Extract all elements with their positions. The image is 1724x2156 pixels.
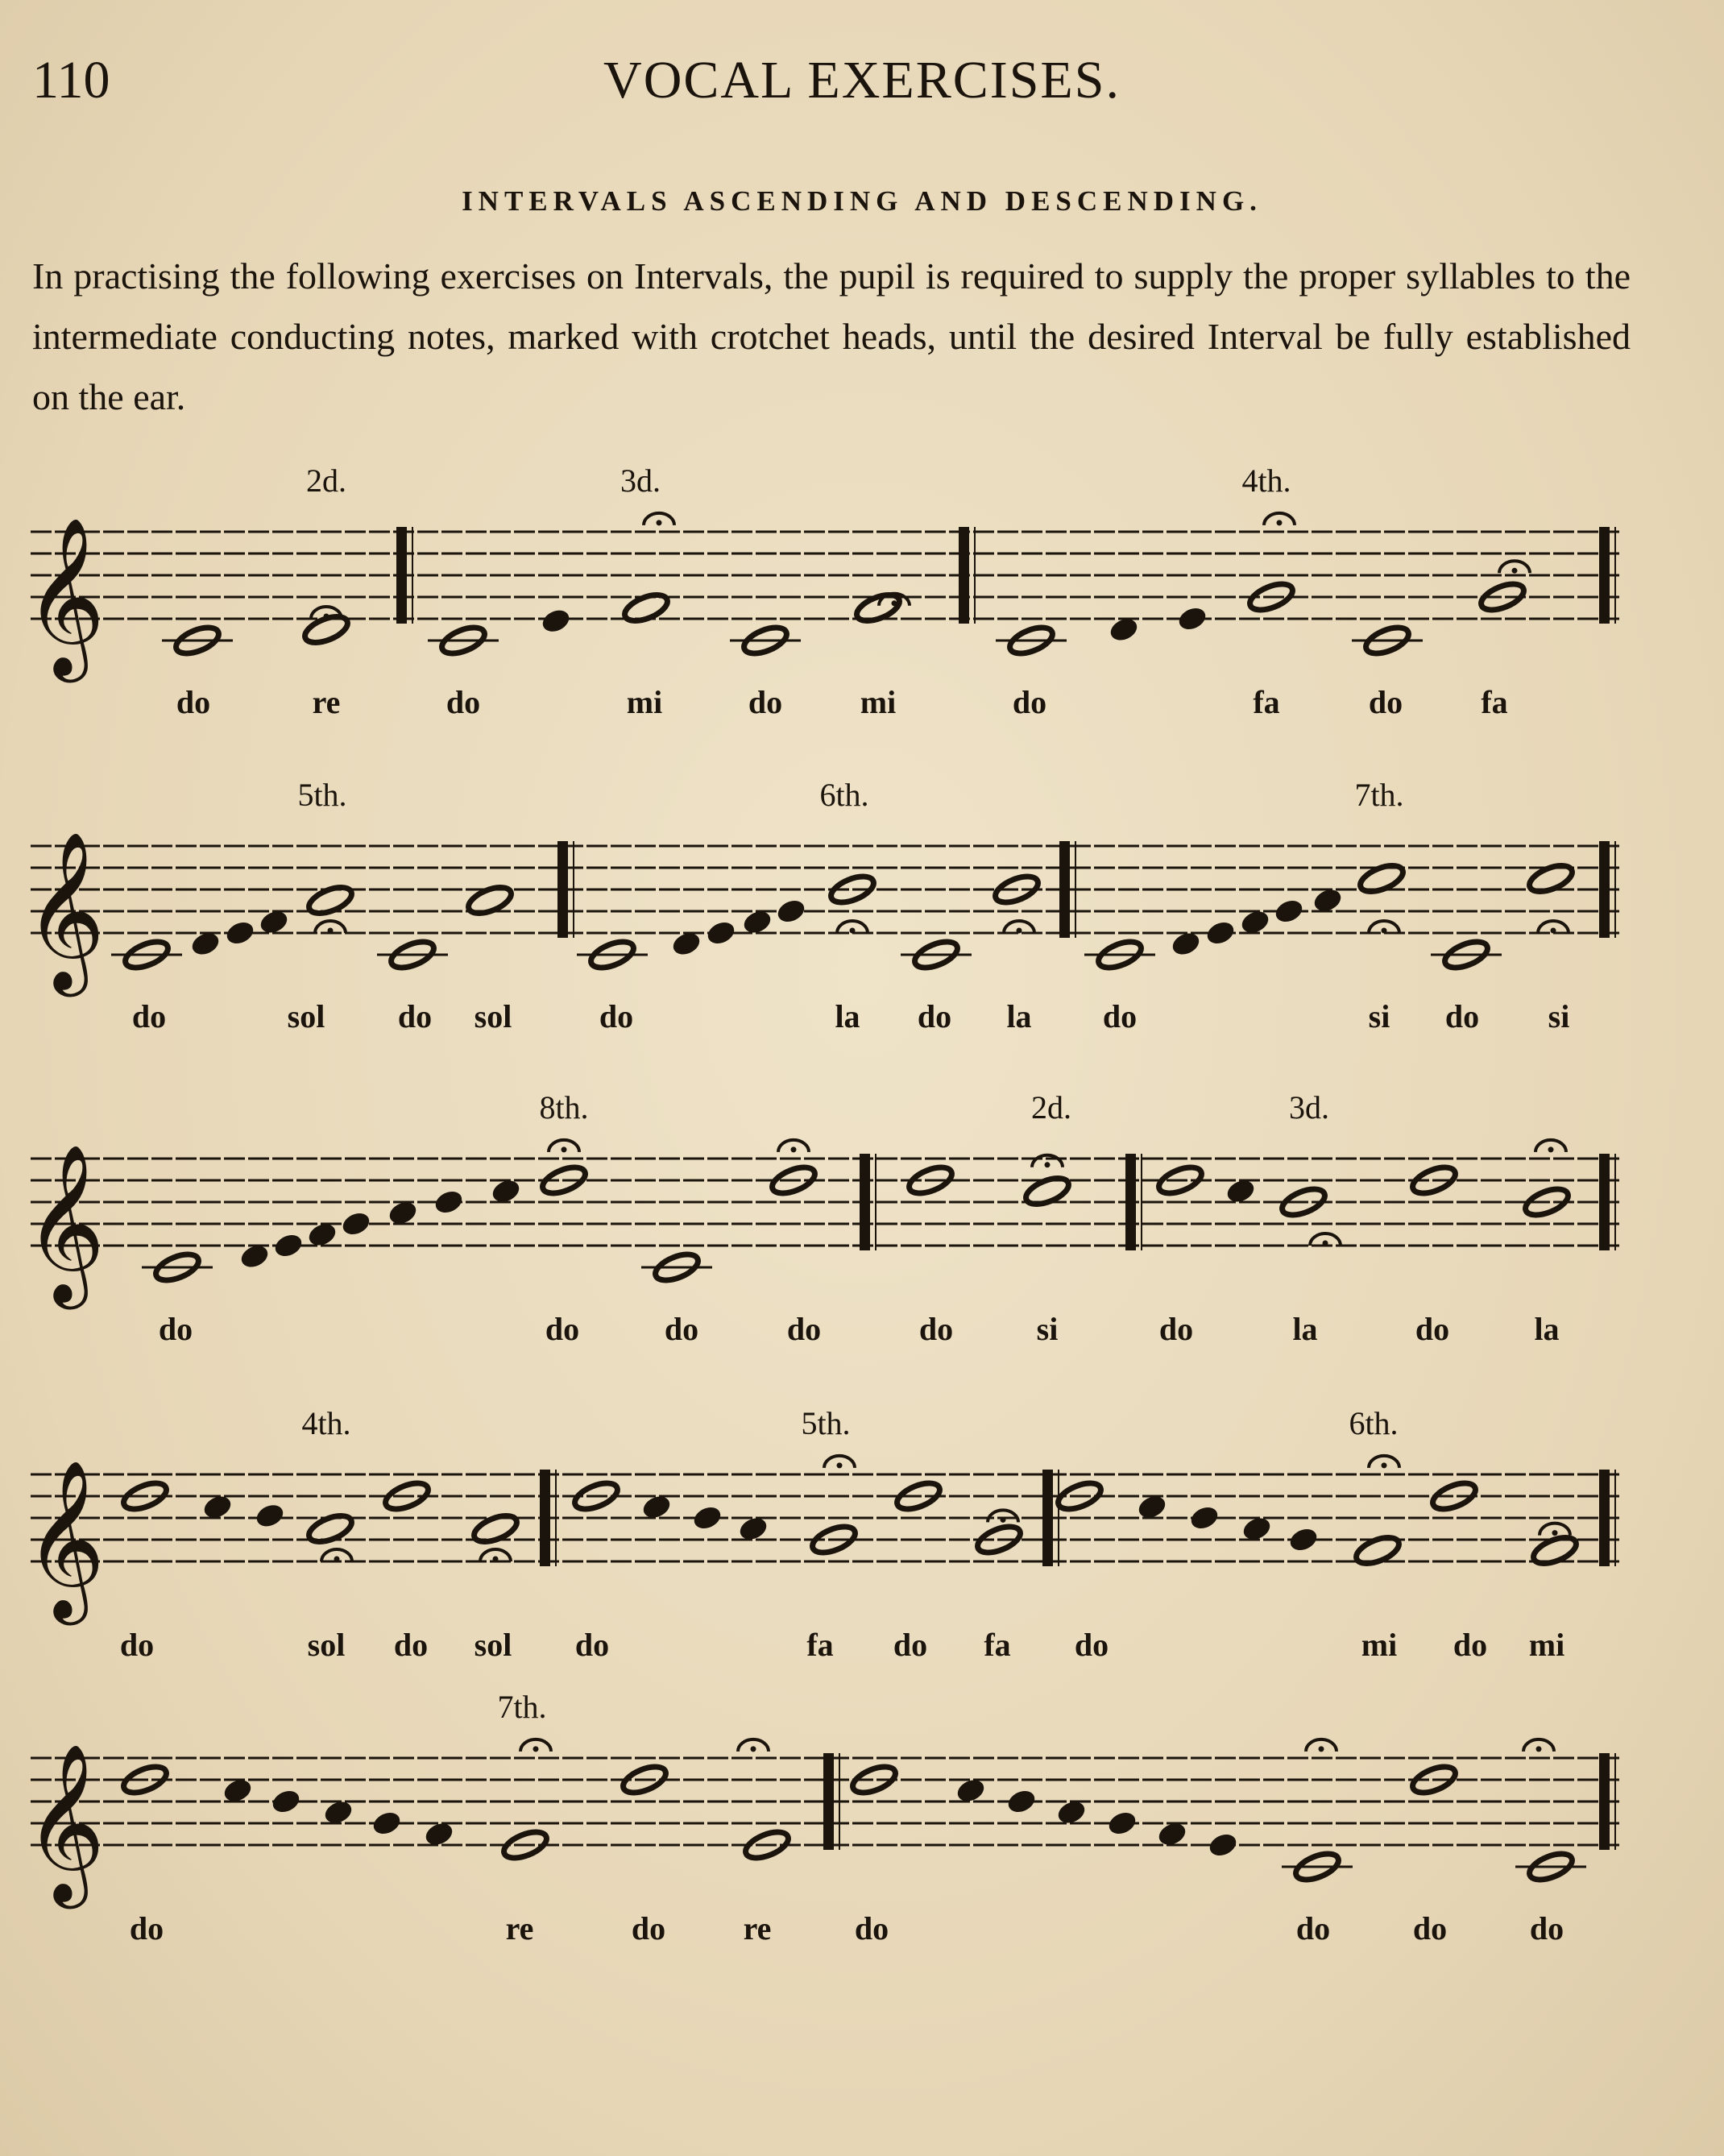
syllable: do	[918, 1311, 954, 1347]
interval-label: 3d.	[1289, 1089, 1329, 1126]
fermata-dot	[1382, 1462, 1387, 1468]
crotchet-head	[1188, 1503, 1221, 1532]
syllable: do	[1415, 1311, 1450, 1347]
syllable: do	[1074, 1627, 1109, 1663]
open-note-head	[621, 590, 671, 626]
open-note-head	[305, 1511, 355, 1547]
fermata-dot	[1548, 1146, 1554, 1152]
syllable: do	[393, 1627, 429, 1663]
syllable: fa	[984, 1627, 1011, 1663]
fermata-dot	[837, 1462, 843, 1468]
syllable: la	[1006, 998, 1032, 1034]
treble-clef: 𝄞	[24, 831, 106, 990]
double-barline	[1599, 1753, 1610, 1850]
syllable: si	[1548, 998, 1570, 1034]
fermata-dot	[1001, 1517, 1006, 1523]
syllable: do	[176, 684, 211, 720]
open-note-head	[1429, 1478, 1479, 1514]
running-title: VOCAL EXERCISES.	[603, 51, 1121, 110]
interval-label: 4th.	[301, 1405, 351, 1441]
crotchet-head	[371, 1809, 404, 1838]
crotchet-head	[433, 1188, 466, 1217]
syllable: si	[1036, 1311, 1059, 1347]
fermata-dot	[1536, 1746, 1542, 1752]
open-note-head	[1357, 860, 1407, 897]
double-barline	[1042, 1470, 1053, 1566]
syllable: do	[893, 1627, 928, 1663]
syllable: do	[1453, 1627, 1488, 1663]
syllable: do	[748, 684, 783, 720]
syllable: do	[158, 1311, 193, 1347]
syllable: fa	[1253, 684, 1280, 720]
interval-label: 7th.	[497, 1689, 547, 1725]
crotchet-head	[1106, 1809, 1139, 1838]
syllable: do	[574, 1627, 610, 1663]
crotchet-head	[1176, 604, 1209, 633]
fermata-dot	[1552, 1530, 1558, 1536]
syllable: la	[1534, 1311, 1560, 1347]
double-barline	[1599, 527, 1610, 624]
interval-label: 4th.	[1241, 462, 1291, 499]
syllable: do	[1295, 1910, 1331, 1947]
syllable: re	[505, 1910, 534, 1947]
syllable: do	[664, 1311, 699, 1347]
crotchet-head	[272, 1231, 305, 1260]
open-note-head	[465, 882, 515, 918]
double-barline	[860, 1154, 870, 1250]
double-barline	[540, 1470, 550, 1566]
open-note-head	[1526, 860, 1576, 897]
syllable: sol	[474, 1627, 512, 1663]
interval-label: 5th.	[297, 777, 347, 813]
syllable: do	[631, 1910, 666, 1947]
fermata-dot	[1551, 928, 1556, 934]
interval-label: 2d.	[306, 462, 346, 499]
interval-label: 8th.	[539, 1089, 589, 1126]
syllable: do	[854, 1910, 889, 1947]
fermata-dot	[1277, 520, 1283, 525]
fermata-dot	[324, 614, 329, 620]
open-note-head	[1530, 1532, 1580, 1569]
crotchet-head	[340, 1209, 373, 1238]
syllable: fa	[1481, 684, 1508, 720]
interval-label: 3d.	[620, 462, 661, 499]
crotchet-head	[1207, 1831, 1240, 1860]
fermata-dot	[657, 520, 662, 525]
fermata-dot	[1017, 928, 1022, 934]
syllable: mi	[860, 684, 897, 720]
syllable: fa	[806, 1627, 834, 1663]
fermata-dot	[892, 600, 897, 606]
fermata-dot	[1323, 1241, 1328, 1246]
fermata-dot	[562, 1146, 567, 1152]
crotchet-head	[691, 1503, 724, 1532]
syllable: la	[835, 998, 860, 1034]
syllable: sol	[474, 998, 512, 1034]
fermata-dot	[493, 1557, 499, 1562]
treble-clef: 𝄞	[24, 516, 106, 676]
syllable: do	[1444, 998, 1480, 1034]
double-barline	[1599, 841, 1610, 938]
crotchet-head	[1273, 897, 1306, 926]
syllable: do	[129, 1910, 164, 1947]
interval-label: 6th.	[819, 777, 869, 813]
syllable: re	[743, 1910, 772, 1947]
open-note-head	[1022, 1173, 1072, 1209]
treble-clef: 𝄞	[24, 1459, 106, 1619]
syllable: do	[119, 1627, 155, 1663]
double-barline	[557, 841, 568, 938]
crotchet-head	[270, 1787, 303, 1816]
open-note-head	[305, 882, 355, 918]
fermata-dot	[334, 1557, 340, 1562]
interval-label: 6th.	[1349, 1405, 1399, 1441]
intro-paragraph: In practising the following exercises on Intervals, the pupil is required to supply the proper syllables to the intermediate conducting notes, marked with crotchet heads, until the desired Interval be fully established on the ear.	[32, 255, 1631, 417]
crotchet-head	[775, 897, 808, 926]
double-barline	[1599, 1470, 1610, 1566]
syllable: do	[131, 998, 167, 1034]
syllable: do	[599, 998, 634, 1034]
page-number: 110	[32, 51, 110, 110]
syllable: do	[786, 1311, 822, 1347]
section-title: INTERVALS ASCENDING AND DESCENDING.	[462, 185, 1262, 217]
crotchet-head	[224, 918, 257, 947]
crotchet-head	[540, 607, 573, 636]
syllable: sol	[287, 998, 325, 1034]
syllable: do	[917, 998, 952, 1034]
double-barline	[959, 527, 969, 624]
open-note-head	[1353, 1532, 1403, 1569]
fermata-dot	[328, 928, 334, 934]
syllable: do	[1529, 1910, 1564, 1947]
double-barline	[823, 1753, 834, 1850]
open-note-head	[1477, 578, 1527, 615]
double-barline	[1125, 1154, 1136, 1250]
open-note-head	[849, 1761, 899, 1797]
interval-label: 7th.	[1354, 777, 1404, 813]
syllable: do	[1412, 1910, 1448, 1947]
interval-label: 2d.	[1031, 1089, 1071, 1126]
syllable: mi	[626, 684, 663, 720]
open-note-head	[470, 1511, 520, 1547]
syllable: do	[1012, 684, 1047, 720]
double-barline	[1059, 841, 1070, 938]
fermata-dot	[751, 1746, 756, 1752]
syllable: mi	[1528, 1627, 1565, 1663]
fermata-dot	[1512, 568, 1518, 574]
syllable: mi	[1361, 1627, 1398, 1663]
syllable: do	[1158, 1311, 1194, 1347]
fermata-dot	[1319, 1746, 1324, 1752]
interval-label: 5th.	[801, 1405, 851, 1441]
crotchet-head	[705, 918, 738, 947]
double-barline	[1599, 1154, 1610, 1250]
crotchet-head	[1287, 1525, 1320, 1554]
crotchet-head	[254, 1501, 287, 1530]
crotchet-head	[1204, 918, 1237, 947]
double-barline	[396, 527, 407, 624]
fermata-dot	[533, 1746, 539, 1752]
syllable: do	[545, 1311, 580, 1347]
syllable: do	[446, 684, 481, 720]
syllable: re	[312, 684, 341, 720]
fermata-dot	[1045, 1162, 1051, 1167]
syllable: do	[1102, 998, 1138, 1034]
fermata-dot	[1382, 928, 1387, 934]
crotchet-head	[1005, 1787, 1038, 1816]
fermata-dot	[791, 1146, 797, 1152]
syllable: do	[397, 998, 433, 1034]
syllable: do	[1368, 684, 1403, 720]
syllable: sol	[307, 1627, 346, 1663]
fermata-dot	[850, 928, 856, 934]
treble-clef: 𝄞	[24, 1743, 106, 1902]
syllable: la	[1292, 1311, 1318, 1347]
syllable: si	[1368, 998, 1390, 1034]
treble-clef: 𝄞	[24, 1143, 106, 1303]
